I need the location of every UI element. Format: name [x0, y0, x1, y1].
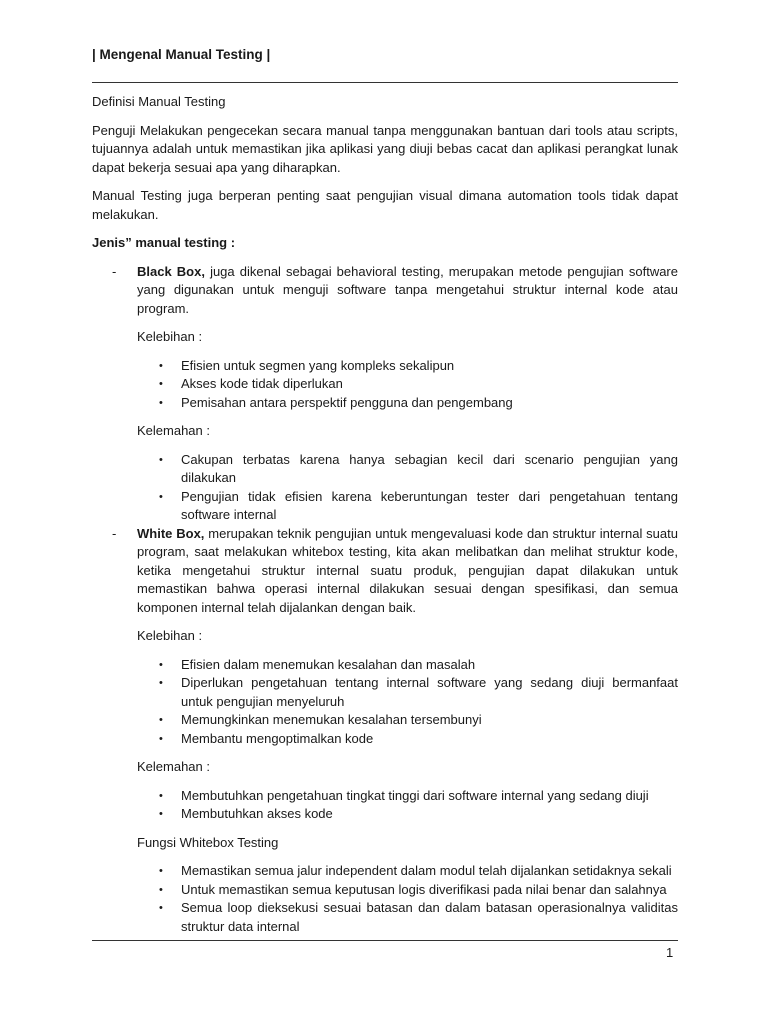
- list-item: • Diperlukan pengetahuan tentang internal software yang sedang diuji bermanfaat untuk pengujian menyeluruh: [159, 675, 678, 709]
- list-item: • Memastikan semua jalur independent dalam modul telah dijalankan setidaknya sekali: [181, 862, 678, 881]
- definisi-paragraph-1: Penguji Melakukan pengecekan secara manual tanpa menggunakan bantuan dari tools atau scripts, tujuannya adalah untuk memastikan jika aplikasi yang diuji bebas cacat dan aplikasi perangkat lunak dapat bekerja sesuai apa yang diharapkan.: [92, 122, 678, 175]
- list-item: • Cakupan terbatas karena hanya sebagian kecil dari scenario pengujian yang dilakukan: [159, 451, 678, 485]
- whitebox-kelebihan-list: [92, 656, 678, 749]
- bullet-marker: •: [159, 865, 163, 877]
- whitebox-description: merupakan teknik pengujian untuk mengevaluasi kode dan struktur internal suatu program, saat melakukan whitebox testing, kita akan melibatkan dan melihat struktur kode, ketika mengetahui struktur internal suatu produk, pengujian dapat dilakukan untuk memastikan bahwa operasi internal dilakukan sesuai dengan spesifikasi, dan semua komponen internal telah dijalankan dengan baik.: [137, 525, 678, 615]
- bullet-marker: •: [159, 658, 163, 671]
- dash-marker: -: [112, 525, 117, 541]
- whitebox-item: [92, 525, 678, 618]
- blackbox-kelebihan-list: [92, 357, 678, 413]
- blackbox-kelemahan-list: [92, 451, 678, 525]
- list-item: • Efisien dalam menemukan kesalahan dan masalah: [181, 656, 678, 675]
- list-item: • Pemisahan antara perspektif pengguna dan pengembang: [181, 394, 678, 413]
- bullet-marker: •: [159, 902, 163, 914]
- bullet-marker: •: [159, 677, 163, 689]
- page-header: | Mengenal Manual Testing |: [92, 47, 271, 62]
- blackbox-kelemahan-label: Kelemahan :: [137, 423, 210, 438]
- fungsi-title: Fungsi Whitebox Testing: [137, 834, 279, 850]
- whitebox-kelemahan-list: [92, 787, 678, 824]
- dash-marker: -: [112, 263, 117, 279]
- blackbox-description: juga dikenal sebagai behavioral testing, merupakan metode pengujian software yang digunakan untuk menguji software tanpa mengetahui struktur internal kode atau program.: [137, 263, 678, 316]
- document-body: [92, 93, 678, 946]
- bullet-marker: •: [159, 714, 163, 726]
- list-item: • Memungkinkan menemukan kesalahan tersembunyi: [181, 711, 678, 730]
- bullet-marker: •: [159, 732, 163, 745]
- list-item: • Membantu mengoptimalkan kode: [181, 730, 678, 749]
- fungsi-list: [92, 862, 678, 936]
- list-item: • Membutuhkan pengetahuan tingkat tinggi dari software internal yang sedang diuji: [181, 787, 678, 806]
- header-rule: [92, 82, 678, 83]
- jenis-title: Jenis” manual testing :: [92, 235, 236, 250]
- list-item: • Pengujian tidak efisien karena keberuntungan tester dari pengetahuan tentang software internal: [159, 488, 678, 522]
- blackbox-item: [92, 263, 678, 319]
- definisi-paragraph-2: Manual Testing juga berperan penting saat pengujian visual dimana automation tools tidak dapat melakukan.: [92, 188, 678, 222]
- list-item: • Semua loop dieksekusi sesuai batasan dan dalam batasan operasionalnya validitas struktur data internal: [159, 900, 678, 934]
- blackbox-name: Black Box,: [137, 263, 205, 279]
- bullet-marker: •: [159, 453, 163, 466]
- footer-rule: [92, 940, 678, 941]
- bullet-marker: •: [159, 789, 163, 802]
- whitebox-kelemahan-label: Kelemahan :: [137, 759, 210, 774]
- blackbox-kelebihan-label: Kelebihan :: [137, 329, 203, 344]
- whitebox-name: White Box,: [137, 525, 205, 541]
- list-item: • Akses kode tidak diperlukan: [181, 375, 678, 394]
- bullet-marker: •: [159, 359, 163, 372]
- bullet-marker: •: [159, 378, 163, 390]
- list-item: • Efisien untuk segmen yang kompleks sekalipun: [181, 357, 678, 376]
- whitebox-kelebihan-label: Kelebihan :: [137, 628, 203, 643]
- list-item: • Membutuhkan akses kode: [181, 805, 678, 824]
- page-number: 1: [666, 945, 674, 960]
- bullet-marker: •: [159, 396, 163, 409]
- bullet-marker: •: [159, 883, 163, 896]
- definisi-title: Definisi Manual Testing: [92, 94, 226, 109]
- bullet-marker: •: [159, 808, 163, 820]
- list-item: • Untuk memastikan semua keputusan logis diverifikasi pada nilai benar dan salahnya: [181, 881, 678, 900]
- bullet-marker: •: [159, 490, 163, 503]
